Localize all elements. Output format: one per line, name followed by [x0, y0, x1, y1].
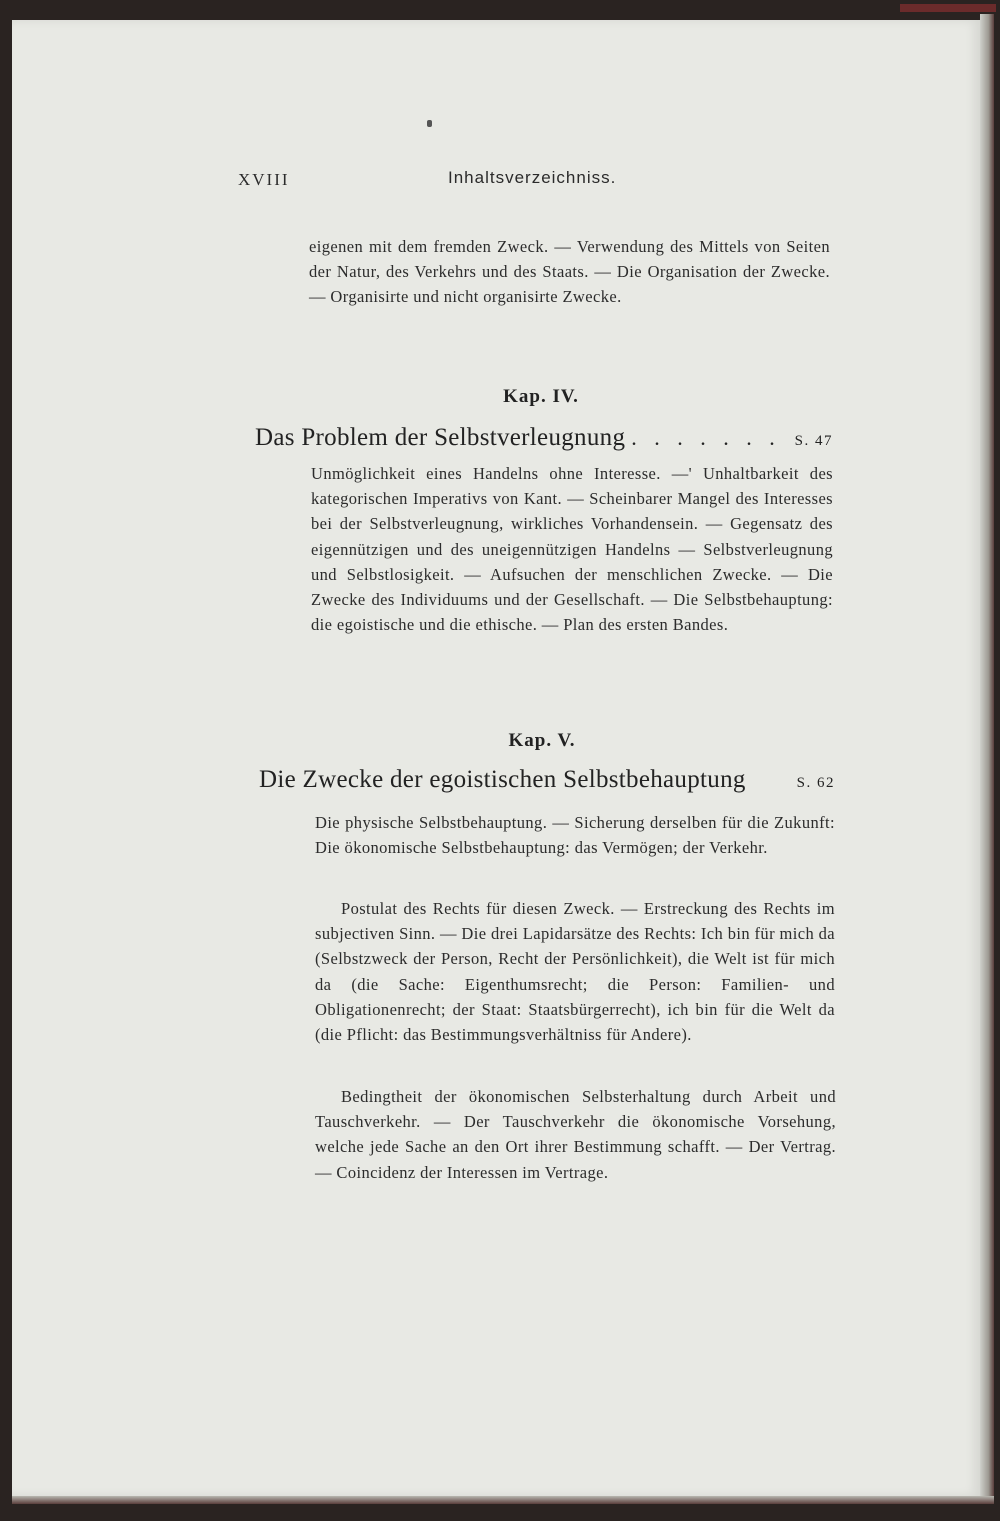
- intro-paragraph: eigenen mit dem fremden Zweck. — Verwendung des Mittels von Seiten der Natur, des Verkehrs und des Staats. — Die Organisation der Zwecke. — Organisirte und nicht organisirte Zwecke.: [309, 237, 830, 307]
- ink-speck: [427, 120, 432, 127]
- chapter-5-paragraph-3: Bedingtheit der ökonomischen Selbsterhaltung durch Arbeit und Tauschverkehr. — Der Tauschverkehr die ökonomische Vorsehung, welche jede Sache an den Ort ihrer Bestimmung schafft. — Der Vertrag. — Coincidenz der Interessen im Vertrage.: [315, 1087, 836, 1182]
- chapter-4-label: Kap. IV.: [503, 386, 579, 407]
- running-head: Inhaltsverzeichniss.: [448, 168, 617, 187]
- chapter-4-summary: Unmöglichkeit eines Handelns ohne Interesse. —' Unhaltbarkeit des kategorischen Imperativs von Kant. — Scheinbarer Mangel des Interesses bei der Selbstverleugnung, wirkliches Vorhandensein. — Gegensatz des eigennützigen und des uneigennützigen Handelns — Selbstverleugnung und Selbstlosigkeit. — Aufsuchen der menschlichen Zwecke. — Die Zwecke des Individuums und der Gesellschaft. — Die Selbstbehauptung: die egoistische und die ethische. — Plan des ersten Bandes.: [311, 464, 833, 635]
- chapter-4-title: Das Problem der Selbstverleugnung: [255, 424, 626, 451]
- binding-edge-right: [980, 14, 994, 1504]
- chapter-4-page: S. 47: [794, 433, 833, 449]
- chapter-5-title: Die Zwecke der egoistischen Selbstbehauptung: [259, 766, 746, 793]
- page-folio: XVIII: [238, 170, 290, 189]
- chapter-5-paragraph-1: Die physische Selbstbehauptung. — Sicherung derselben für die Zukunft: Die ökonomische Selbstbehauptung: das Vermögen; der Verkehr.: [315, 813, 835, 858]
- binding-edge-bottom: [12, 1496, 994, 1504]
- chapter-5-heading: [259, 766, 835, 794]
- binding-edge-top: [900, 4, 996, 12]
- chapter-4-leader: . . . . . . .: [631, 425, 781, 450]
- chapter-5-page: S. 62: [796, 775, 835, 791]
- chapter-5-paragraph-2: Postulat des Rechts für diesen Zweck. — Erstreckung des Rechts im subjectiven Sinn. — Die drei Lapidarsätze des Rechts: Ich bin für mich da (Selbstzweck der Person, Recht der Persönlichkeit), die Welt ist für mich da (die Sache: Eigenthumsrecht; die Person: Familien- und Obligationenrecht; der Staat: Staatsbürgerrecht), ich bin für die Welt da (die Pflicht: das Bestimmungsverhältniss für Andere).: [315, 899, 835, 1045]
- chapter-5-label: Kap. V.: [508, 730, 576, 751]
- chapter-4-heading: [255, 424, 833, 452]
